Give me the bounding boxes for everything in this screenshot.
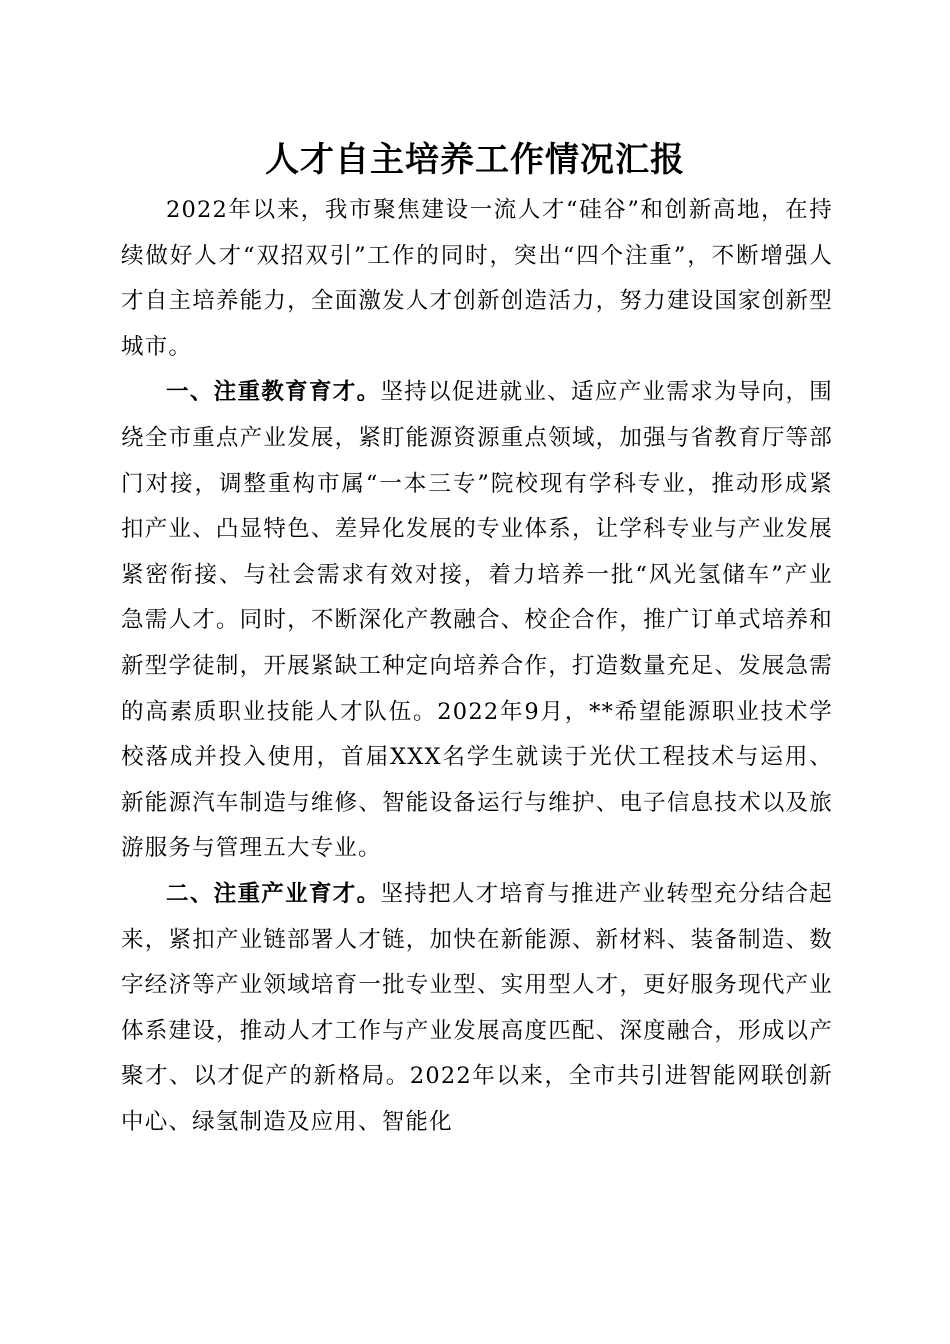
document-body xyxy=(121,188,833,1145)
section-heading-2: 二、注重产业育才。 xyxy=(166,880,381,907)
section-body-1: 坚持以促进就业、适应产业需求为导向，围绕全市重点产业发展，紧盯能源资源重点领域，加强与省教育厅等部门对接，调整重构市属“一本三专”院校现有学科专业，推动形成紧扣产业、凸显特色、差异化发展的专业体系，让学科专业与产业发展紧密衔接、与社会需求有效对接，着力培养一批“风光氢储车”产业急需人才。同时，不断深化产教融合、校企合作，推广订单式培养和新型学徒制，开展紧缺工种定向培养合作，打造数量充足、发展急需的高素质职业技能人才队伍。2022年9月，**希望能源职业技术学校落成并投入使用，首届XXX名学生就读于光伏工程技术与运用、新能源汽车制造与维修、智能设备运行与维护、电子信息技术以及旅游服务与管理五大专业。 xyxy=(121,379,833,862)
document-title: 人才自主培养工作情况汇报 xyxy=(265,140,685,180)
section-heading-1: 一、注重教育育才。 xyxy=(166,379,381,406)
section-paragraph-2 xyxy=(121,872,833,1146)
intro-paragraph: 2022年以来，我市聚焦建设一流人才“硅谷”和创新高地，在持续做好人才“双招双引”工作的同时，突出“四个注重”，不断增强人才自主培养能力，全面激发人才创新创造活力，努力建设国家创新型城市。 xyxy=(121,197,833,360)
section-paragraph-1 xyxy=(121,370,833,872)
section-body-2: 坚持把人才培育与推进产业转型充分结合起来，紧扣产业链部署人才链，加快在新能源、新材料、装备制造、数字经济等产业领域培育一批专业型、实用型人才，更好服务现代产业体系建设，推动人才工作与产业发展高度匹配、深度融合，形成以产聚才、以才促产的新格局。2022年以来，全市共引进智能网联创新中心、绿氢制造及应用、智能化 xyxy=(121,880,833,1135)
